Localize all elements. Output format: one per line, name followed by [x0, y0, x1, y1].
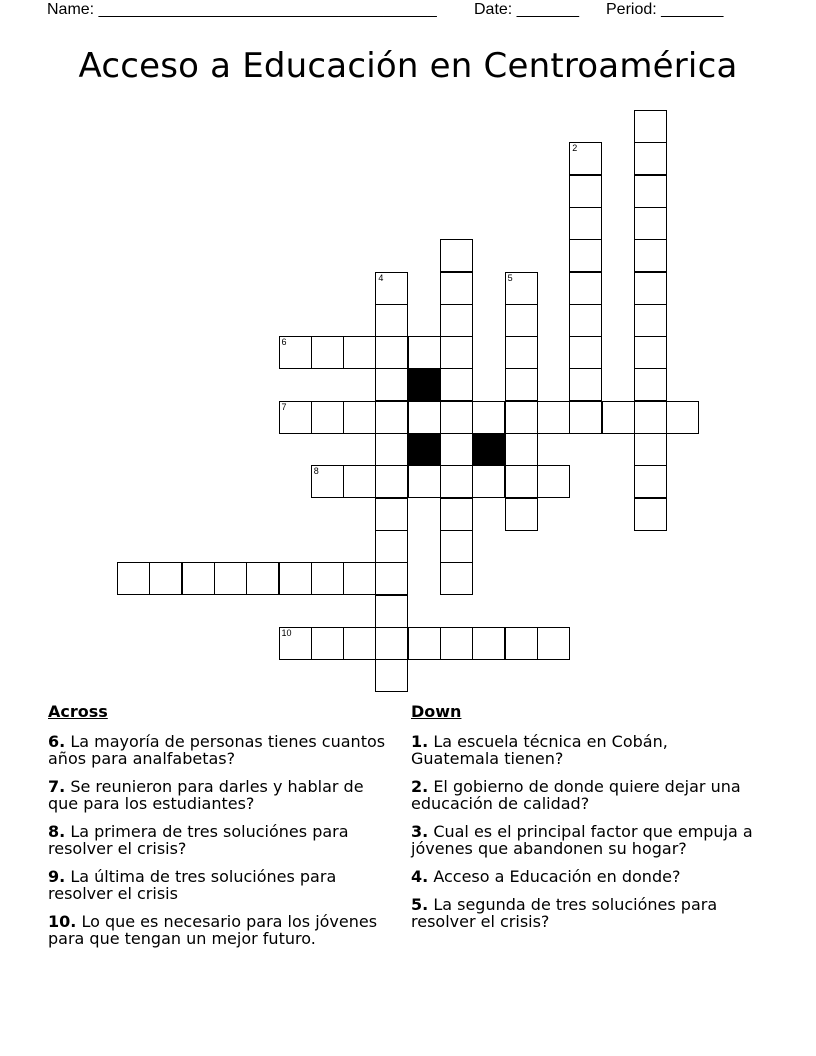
crossword-cell[interactable] [634, 401, 667, 434]
crossword-cell[interactable] [375, 433, 408, 466]
crossword-cell[interactable] [311, 627, 344, 660]
crossword-cell[interactable] [634, 336, 667, 369]
crossword-cell[interactable] [375, 595, 408, 628]
crossword-cell[interactable] [505, 304, 538, 337]
name-field[interactable]: Name: ______________________________________ [47, 1, 437, 18]
crossword-cell[interactable] [602, 401, 635, 434]
across-clues [48, 702, 393, 947]
crossword-cell[interactable] [634, 110, 667, 143]
crossword-cell[interactable] [408, 465, 441, 498]
crossword-cell[interactable] [569, 368, 602, 401]
clue-number: 2 [572, 143, 578, 154]
crossword-cell[interactable] [569, 401, 602, 434]
crossword-cell[interactable] [569, 207, 602, 240]
crossword-cell[interactable] [537, 401, 570, 434]
crossword-cell[interactable] [375, 368, 408, 401]
crossword-cell[interactable] [279, 401, 312, 434]
crossword-cell[interactable] [343, 627, 376, 660]
page-title: Acceso a Educación en Centroamérica [78, 46, 738, 86]
crossword-cell[interactable] [214, 562, 247, 595]
crossword-cell[interactable] [375, 562, 408, 595]
crossword-cell[interactable] [634, 498, 667, 531]
crossword-cell[interactable] [505, 336, 538, 369]
crossword-cell[interactable] [246, 562, 279, 595]
crossword-cell[interactable] [440, 498, 473, 531]
clue-across-9: 9. La última de tres soluciónes para resolver el crisis [48, 867, 337, 903]
clue-down-5: 5. La segunda de tres soluciónes para resolver el crisis? [411, 895, 718, 931]
crossword-cell[interactable] [666, 401, 699, 434]
crossword-cell[interactable] [505, 433, 538, 466]
crossword-cell[interactable] [634, 142, 667, 175]
crossword-cell[interactable] [375, 465, 408, 498]
crossword-cell[interactable] [279, 627, 312, 660]
clue-down-4: 4. Acceso a Educación en donde? [411, 867, 681, 886]
crossword-cell[interactable] [343, 336, 376, 369]
black-square [472, 433, 505, 466]
crossword-cell[interactable] [279, 562, 312, 595]
crossword-cell[interactable] [505, 368, 538, 401]
crossword-cell[interactable] [569, 142, 602, 175]
crossword-cell[interactable] [537, 627, 570, 660]
crossword-cell[interactable] [505, 272, 538, 305]
crossword-cell[interactable] [634, 175, 667, 208]
crossword-cell[interactable] [343, 465, 376, 498]
clue-down-3: 3. Cual es el principal factor que empuja a jóvenes que abandonen su hogar? [411, 822, 753, 858]
crossword-cell[interactable] [440, 239, 473, 272]
crossword-cell[interactable] [472, 401, 505, 434]
across-heading: Across [48, 702, 108, 721]
clue-number: 10 [281, 627, 292, 638]
crossword-cell[interactable] [569, 272, 602, 305]
clue-down-1: 1. La escuela técnica en Cobán, Guatemala tienen? [411, 732, 668, 768]
crossword-cell[interactable] [569, 239, 602, 272]
crossword-cell[interactable] [375, 272, 408, 305]
crossword-cell[interactable] [440, 627, 473, 660]
crossword-cell[interactable] [440, 465, 473, 498]
down-clues [411, 702, 756, 930]
crossword-cell[interactable] [375, 659, 408, 692]
clue-across-7: 7. Se reunieron para darles y hablar de que para los estudiantes? [48, 777, 364, 813]
crossword-cell[interactable] [440, 336, 473, 369]
crossword-cell[interactable] [634, 272, 667, 305]
crossword-cell[interactable] [472, 465, 505, 498]
crossword-cell[interactable] [375, 627, 408, 660]
crossword-cell[interactable] [311, 401, 344, 434]
crossword-cell[interactable] [472, 627, 505, 660]
crossword-cell[interactable] [505, 465, 538, 498]
crossword-cell[interactable] [440, 530, 473, 563]
black-square [408, 368, 441, 401]
crossword-cell[interactable] [311, 465, 344, 498]
crossword-cell[interactable] [408, 401, 441, 434]
crossword-cell[interactable] [375, 498, 408, 531]
crossword-cell[interactable] [634, 239, 667, 272]
crossword-cell[interactable] [408, 336, 441, 369]
crossword-cell[interactable] [440, 401, 473, 434]
crossword-cell[interactable] [375, 304, 408, 337]
period-field[interactable]: Period: _______ [606, 1, 724, 18]
clue-number: 4 [378, 272, 384, 283]
clue-down-2: 2. El gobierno de donde quiere dejar una educación de calidad? [411, 777, 741, 813]
crossword-cell[interactable] [569, 336, 602, 369]
crossword-cell[interactable] [375, 336, 408, 369]
crossword-cell[interactable] [149, 562, 182, 595]
black-square [408, 433, 441, 466]
crossword-cell[interactable] [569, 304, 602, 337]
crossword-cell[interactable] [634, 465, 667, 498]
crossword-cell[interactable] [634, 304, 667, 337]
crossword-cell[interactable] [279, 336, 312, 369]
crossword-cell[interactable] [440, 304, 473, 337]
crossword-cell[interactable] [537, 465, 570, 498]
clue-across-8: 8. La primera de tres soluciónes para resolver el crisis? [48, 822, 349, 858]
crossword-cell[interactable] [311, 562, 344, 595]
date-field[interactable]: Date: _______ [474, 1, 579, 18]
clue-number: 5 [507, 272, 513, 283]
down-heading: Down [411, 702, 462, 721]
crossword-cell[interactable] [117, 562, 150, 595]
crossword-cell[interactable] [440, 272, 473, 305]
clue-number: 8 [313, 466, 319, 477]
crossword-cell[interactable] [505, 627, 538, 660]
crossword-cell[interactable] [440, 433, 473, 466]
crossword-cell[interactable] [408, 627, 441, 660]
clue-across-6: 6. La mayoría de personas tienes cuantos años para analfabetas? [48, 732, 386, 768]
crossword-cell[interactable] [569, 175, 602, 208]
crossword-cell[interactable] [634, 368, 667, 401]
crossword-cell[interactable] [375, 401, 408, 434]
crossword-cell[interactable] [440, 562, 473, 595]
crossword-cell[interactable] [634, 433, 667, 466]
clue-number: 6 [281, 337, 287, 348]
crossword-cell[interactable] [505, 498, 538, 531]
crossword-cell[interactable] [182, 562, 215, 595]
crossword-cell[interactable] [505, 401, 538, 434]
clue-number: 7 [281, 401, 287, 412]
clue-across-10: 10. Lo que es necesario para los jóvenes para que tengan un mejor futuro. [48, 912, 378, 948]
crossword-cell[interactable] [311, 336, 344, 369]
crossword-cell[interactable] [440, 368, 473, 401]
crossword-cell[interactable] [343, 562, 376, 595]
crossword-cell[interactable] [634, 207, 667, 240]
crossword-cell[interactable] [343, 401, 376, 434]
crossword-cell[interactable] [375, 530, 408, 563]
